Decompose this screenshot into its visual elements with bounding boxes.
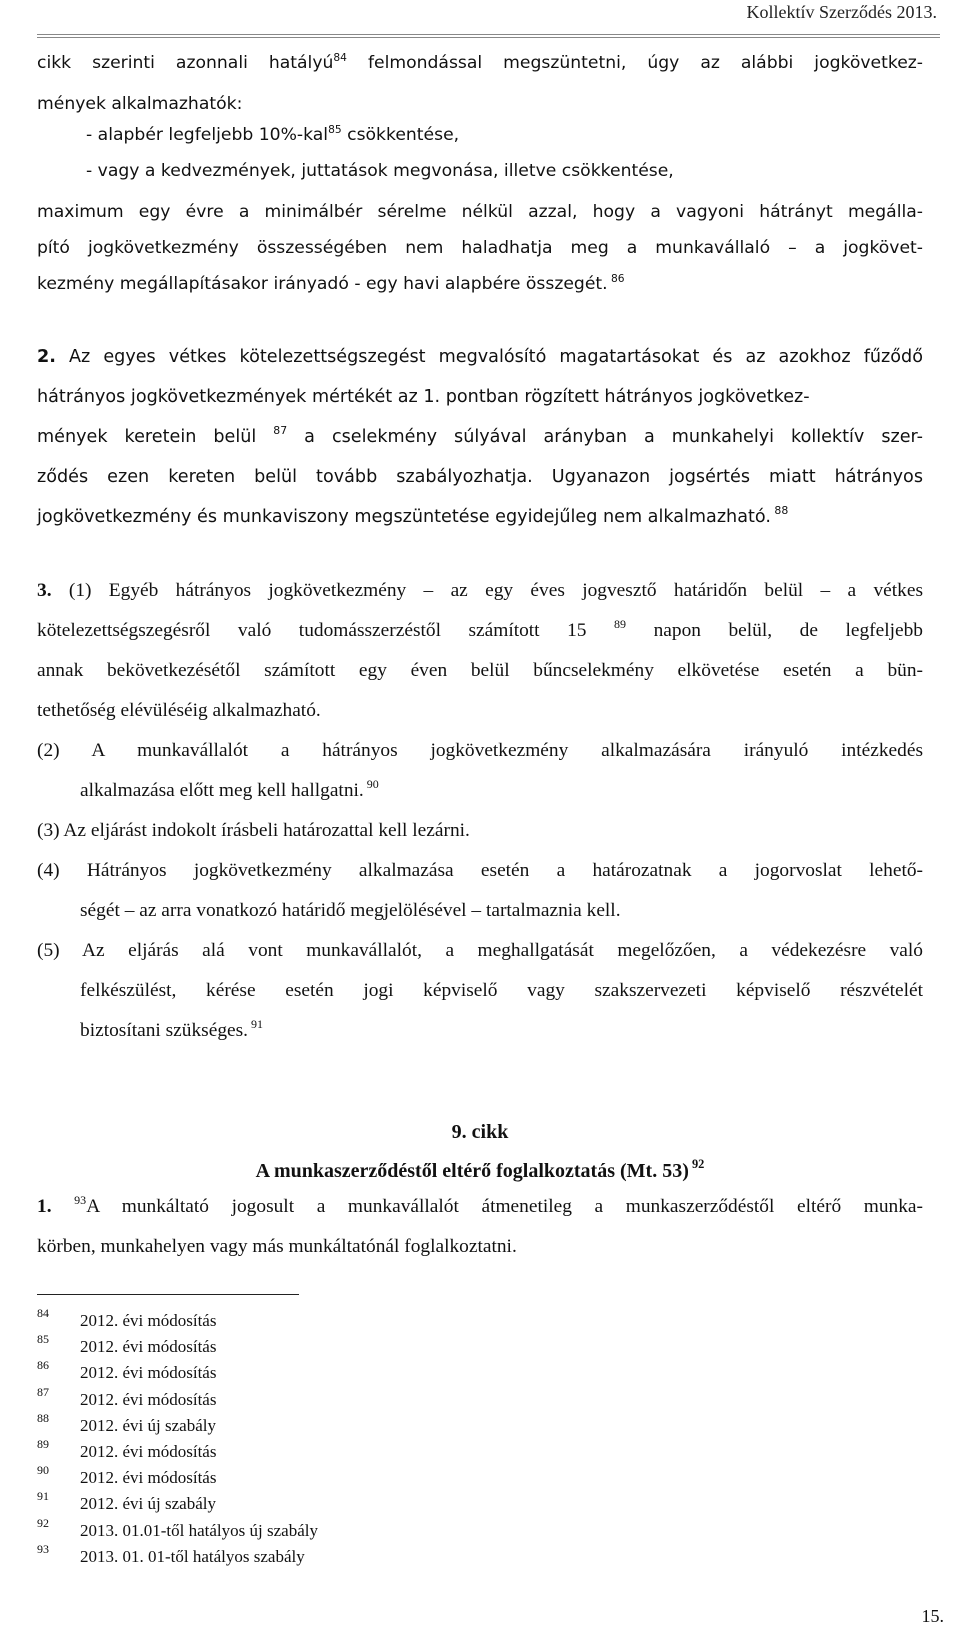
text-run: A munkáltató jogosult a munkavállalót átmenetileg a munkaszerződéstől eltérő munka-	[86, 1196, 923, 1217]
footnote-text: 2012. évi módosítás	[80, 1389, 217, 1409]
footnote-text: 2012. évi módosítás	[80, 1442, 217, 1461]
footnote-ref: 90	[363, 776, 379, 791]
text-run: kötelezettségszegésről való tudomásszerzéstől számított 15	[37, 620, 615, 641]
text-line	[37, 386, 923, 408]
text-line	[37, 93, 923, 115]
footnote-ref: 91	[248, 1016, 264, 1031]
text-run: - alapbér legfeljebb 10%-kal	[86, 125, 329, 145]
footnote-text: 2012. évi új szabály	[80, 1415, 216, 1435]
page-number: 15.	[921, 1606, 944, 1626]
text-line	[37, 273, 923, 295]
text-run	[52, 1196, 75, 1217]
text-run: (2) A munkavállalót a hátrányos jogkövetkezmény alkalmazására irányuló intézkedés	[37, 740, 923, 761]
section-title	[0, 1157, 960, 1182]
text-run: alkalmazása előtt meg kell hallgatni.	[80, 780, 364, 801]
footnote-number: 92	[37, 1515, 49, 1530]
text-line	[80, 980, 923, 1002]
text-run: pító jogkövetkezmény összességében nem haladhatja meg a munkavállaló – a jogkövet-	[37, 238, 923, 258]
text-run: napon belül, de legfeljebb	[626, 620, 923, 641]
text-line	[37, 237, 923, 259]
section-title-paren: )	[682, 1160, 689, 1182]
footnote-separator	[37, 1294, 299, 1295]
text-run: - vagy a kedvezmények, juttatások megvonása, illetve csökkentése,	[86, 161, 674, 181]
text-run: ződés ezen kereten belül tovább szabályozhatja. Ugyanazon jogsértés miatt hátrányos	[37, 467, 923, 487]
text-run: mények alkalmazhatók:	[37, 94, 243, 114]
text-run: maximum egy évre a minimálbér sérelme nélkül azzal, hogy a vagyoni hátrányt megálla-	[37, 202, 923, 222]
section-number: 9. cikk	[451, 1121, 509, 1143]
footnote-number: 84	[37, 1306, 49, 1320]
text-line	[37, 700, 923, 722]
text-line	[80, 900, 923, 922]
text-run: (1) Egyéb hátrányos jogkövetkezmény – az egy éves jogvesztő határidőn belül – a vétkes	[51, 580, 923, 601]
text-line	[80, 1016, 923, 1042]
text-run: körben, munkahelyen vagy más munkáltatónál foglalkoztatni.	[37, 1236, 517, 1257]
text-line	[37, 1236, 923, 1258]
text-run: annak bekövetkezésétől számított egy éven belül bűncselekmény elkövetése esetén a bün-	[37, 660, 923, 681]
text-run: csökkentése,	[341, 125, 460, 145]
text-run: (4) Hátrányos jogkövetkezmény alkalmazása esetén a határozatnak a jogorvoslat lehető-	[37, 860, 923, 881]
text-run: felmondással megszüntetni, úgy az alábbi jogkövetkez-	[346, 53, 923, 73]
text-run: jogkövetkezmény és munkaviszony megszüntetése egyidejűleg nem alkalmazható.	[37, 507, 771, 527]
footnote-text: 2012. évi új szabály	[80, 1494, 216, 1514]
text-line	[86, 124, 923, 146]
footnote-ref: 88	[770, 504, 789, 518]
footnote-number: 90	[37, 1463, 49, 1478]
text-run: felkészülést, kérése esetén jogi képviselő vagy szakszervezeti képviselő részvételét	[80, 980, 923, 1001]
footnote-number: 85	[37, 1332, 49, 1347]
text-line	[37, 466, 923, 488]
running-header: Kollektív Szerződés 2013.	[746, 2, 937, 22]
text-line	[37, 1192, 923, 1218]
text-line	[37, 506, 923, 528]
footnote-number: 86	[37, 1358, 49, 1373]
footnote-ref: 87	[273, 424, 288, 438]
text-run: ségét – az arra vonatkozó határidő megjelölésével – tartalmaznia kell.	[80, 900, 621, 921]
section-title-footnote-ref: 92	[688, 1157, 705, 1172]
text-line	[37, 860, 923, 882]
footnote-ref: 89	[614, 616, 627, 631]
footnote-ref: 93	[74, 1192, 87, 1207]
text-run: (3) Az eljárást indokolt írásbeli határozattal kell lezárni.	[37, 820, 470, 841]
footnote-text: 2013. 01. 01-től hatályos szabály	[80, 1546, 305, 1566]
footnote-text: 2012. évi módosítás	[80, 1337, 217, 1357]
text-line	[37, 346, 923, 368]
text-run: mények keretein belül	[37, 427, 274, 447]
footnote-number: 91	[37, 1489, 49, 1504]
text-run: (5) Az eljárás alá vont munkavállalót, a meghallgatását megelőzően, a védekezésre való	[37, 940, 923, 961]
text-line	[37, 426, 923, 448]
text-line	[37, 580, 923, 602]
footnote-ref: 86	[607, 271, 625, 285]
text-line	[37, 201, 923, 223]
text-run: hátrányos jogkövetkezmények mértékét az 1. pontban rögzített hátrányos jogkövetkez-	[37, 387, 810, 407]
text-run: a cselekmény súlyával arányban a munkahelyi kollektív szer-	[287, 427, 923, 447]
footnote-number: 89	[37, 1437, 49, 1451]
text-run: tethetőség elévüléséig alkalmazható.	[37, 700, 321, 721]
text-line	[37, 52, 923, 74]
text-run: 1.	[37, 1196, 52, 1217]
text-line	[37, 660, 923, 682]
footnote-ref: 84	[333, 50, 347, 64]
footnote-number: 87	[37, 1384, 49, 1399]
text-run: kezmény megállapításakor irányadó - egy havi alapbére összegét.	[37, 274, 608, 294]
footnote-number: 93	[37, 1541, 49, 1556]
text-line	[86, 160, 923, 182]
footnote-text: 2012. évi módosítás	[80, 1363, 217, 1383]
footnote-text: 2012. évi módosítás	[80, 1311, 217, 1330]
text-line	[80, 776, 923, 802]
text-run: 3.	[37, 580, 52, 601]
text-run: 2.	[37, 347, 56, 367]
text-run: biztosítani szükséges.	[80, 1020, 249, 1041]
footnote-number: 88	[37, 1410, 49, 1425]
footnote-text: 2012. évi módosítás	[80, 1468, 217, 1488]
text-line	[37, 616, 923, 642]
text-line	[37, 740, 923, 762]
text-run: Az egyes vétkes kötelezettségszegést megvalósító magatartásokat és az azokhoz fűződő	[55, 347, 923, 367]
footnote-ref: 85	[328, 122, 342, 136]
text-line	[37, 940, 923, 962]
header-rule	[37, 34, 940, 38]
section-title-text: A munkaszerződéstől eltérő foglalkoztatás (Mt. 53	[255, 1160, 683, 1182]
text-run: cikk szerinti azonnali hatályú	[37, 53, 334, 73]
text-line	[37, 820, 923, 842]
footnote-text: 2013. 01.01-től hatályos új szabály	[80, 1520, 318, 1540]
